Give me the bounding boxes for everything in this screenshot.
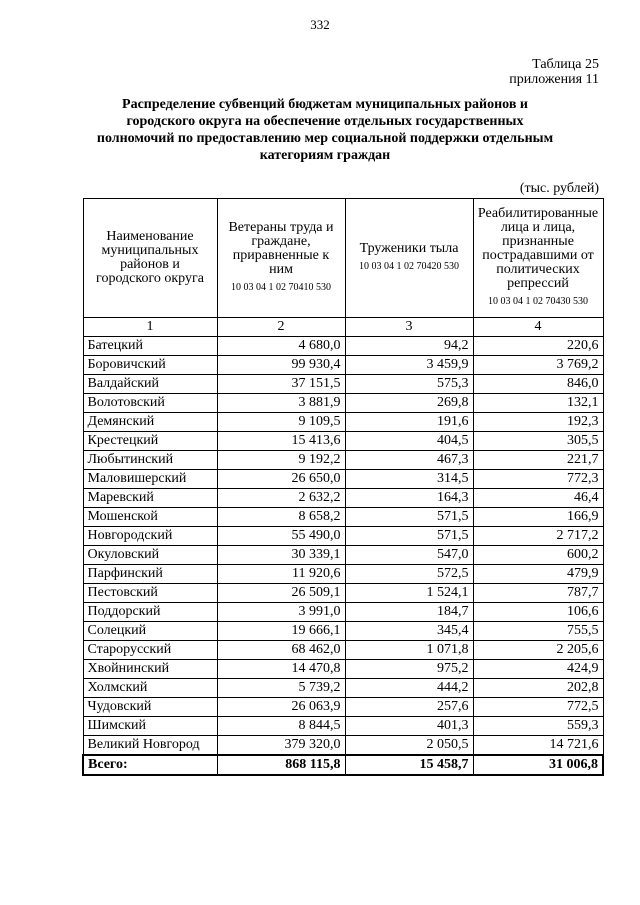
home-front-value: 547,0 [345,546,473,565]
table-row [83,698,603,717]
district-name: Великий Новгород [83,736,217,756]
rehabilitated-value: 846,0 [473,375,603,394]
district-name: Маловишерский [83,470,217,489]
veterans-value: 15 413,6 [217,432,345,451]
total-label: Всего: [83,755,217,775]
header-home-front [345,199,473,318]
home-front-value: 191,6 [345,413,473,432]
veterans-value: 55 490,0 [217,527,345,546]
district-name: Холмский [83,679,217,698]
district-name: Демянский [83,413,217,432]
district-name: Солецкий [83,622,217,641]
home-front-value: 975,2 [345,660,473,679]
home-front-value: 314,5 [345,470,473,489]
table-row [83,660,603,679]
table-row [83,603,603,622]
header-name [83,199,217,318]
veterans-value: 26 650,0 [217,470,345,489]
table-row [83,432,603,451]
home-front-value: 345,4 [345,622,473,641]
header-row [83,199,603,318]
veterans-value: 5 739,2 [217,679,345,698]
district-name: Пестовский [83,584,217,603]
document-title: Распределение субвенций бюджетам муниципальных районов и городского округа на обеспечение отдельных государственных полномочий по предоставлению мер социальной поддержки отдельным категориям граждан [96,97,554,163]
rehabilitated-value: 221,7 [473,451,603,470]
district-name: Старорусский [83,641,217,660]
veterans-value: 3 881,9 [217,394,345,413]
header-veterans [217,199,345,318]
rehabilitated-value: 305,5 [473,432,603,451]
rehabilitated-value: 600,2 [473,546,603,565]
rehabilitated-value: 166,9 [473,508,603,527]
home-front-value: 164,3 [345,489,473,508]
district-name: Новгородский [83,527,217,546]
table-row [83,622,603,641]
header-name-label: Наименование муниципальных районов и городского округа [96,229,204,286]
appendix-number: приложения 11 [509,72,599,87]
veterans-value: 379 320,0 [217,736,345,756]
home-front-value: 1 071,8 [345,641,473,660]
column-number: 3 [345,318,473,337]
veterans-value: 4 680,0 [217,337,345,356]
subsidy-table [82,198,604,776]
table-row [83,736,603,756]
district-name: Маревский [83,489,217,508]
table-row [83,489,603,508]
rehabilitated-value: 106,6 [473,603,603,622]
home-front-value: 467,3 [345,451,473,470]
table-row [83,451,603,470]
home-front-value: 444,2 [345,679,473,698]
district-name: Батецкий [83,337,217,356]
column-number-row [83,318,603,337]
rehabilitated-value: 132,1 [473,394,603,413]
district-name: Крестецкий [83,432,217,451]
rehabilitated-value: 46,4 [473,489,603,508]
home-front-value: 1 524,1 [345,584,473,603]
table-row [83,679,603,698]
table-number: Таблица 25 [532,57,599,72]
table-row [83,413,603,432]
header-veterans-label: Ветераны труда и граждане, приравненные к ним [228,220,334,277]
rehabilitated-value: 772,3 [473,470,603,489]
veterans-value: 3 991,0 [217,603,345,622]
district-name: Чудовский [83,698,217,717]
district-name: Мошенской [83,508,217,527]
rehabilitated-value: 755,5 [473,622,603,641]
veterans-value: 8 658,2 [217,508,345,527]
units-label: (тыс. рублей) [519,181,599,196]
home-front-value: 571,5 [345,527,473,546]
header-home-front-label: Труженики тыла [359,241,459,256]
district-name: Окуловский [83,546,217,565]
column-number: 1 [83,318,217,337]
district-name: Валдайский [83,375,217,394]
rehabilitated-value: 2 717,2 [473,527,603,546]
home-front-value: 571,5 [345,508,473,527]
column-number: 2 [217,318,345,337]
header-rehabilitated [473,199,603,318]
total-veterans-value: 868 115,8 [217,755,345,775]
district-name: Парфинский [83,565,217,584]
home-front-value: 257,6 [345,698,473,717]
rehabilitated-value: 424,9 [473,660,603,679]
home-front-value: 401,3 [345,717,473,736]
table-row [83,565,603,584]
total-rehabilitated-value: 31 006,8 [473,755,603,775]
rehabilitated-value: 787,7 [473,584,603,603]
table-row [83,584,603,603]
home-front-value: 575,3 [345,375,473,394]
home-front-value: 404,5 [345,432,473,451]
home-front-value: 269,8 [345,394,473,413]
table-row [83,546,603,565]
veterans-value: 26 509,1 [217,584,345,603]
home-front-value: 572,5 [345,565,473,584]
rehabilitated-value: 559,3 [473,717,603,736]
district-name: Волотовский [83,394,217,413]
rehabilitated-value: 479,9 [473,565,603,584]
veterans-value: 2 632,2 [217,489,345,508]
district-name: Шимский [83,717,217,736]
table-row [83,375,603,394]
header-rehabilitated-code: 10 03 04 1 02 70430 530 [488,296,588,307]
page-number: 332 [310,17,330,32]
veterans-value: 37 151,5 [217,375,345,394]
veterans-value: 68 462,0 [217,641,345,660]
table-row [83,470,603,489]
district-name: Хвойнинский [83,660,217,679]
table-row [83,641,603,660]
veterans-value: 8 844,5 [217,717,345,736]
header-rehabilitated-label: Реабилитированные лица и лица, признанные пострадавшими от политических репрессий [477,206,599,291]
veterans-value: 99 930,4 [217,356,345,375]
district-name: Боровичский [83,356,217,375]
veterans-value: 30 339,1 [217,546,345,565]
appendix-reference [509,57,599,87]
total-home-front-value: 15 458,7 [345,755,473,775]
veterans-value: 19 666,1 [217,622,345,641]
table-row [83,527,603,546]
total-row [83,755,603,775]
rehabilitated-value: 2 205,6 [473,641,603,660]
veterans-value: 11 920,6 [217,565,345,584]
veterans-value: 9 192,2 [217,451,345,470]
table-row [83,717,603,736]
district-name: Поддорский [83,603,217,622]
veterans-value: 14 470,8 [217,660,345,679]
rehabilitated-value: 220,6 [473,337,603,356]
table-row [83,356,603,375]
rehabilitated-value: 14 721,6 [473,736,603,756]
table-row [83,508,603,527]
table-row [83,394,603,413]
table-row [83,337,603,356]
rehabilitated-value: 192,3 [473,413,603,432]
home-front-value: 184,7 [345,603,473,622]
veterans-value: 26 063,9 [217,698,345,717]
rehabilitated-value: 772,5 [473,698,603,717]
header-home-front-code: 10 03 04 1 02 70420 530 [359,261,459,272]
rehabilitated-value: 3 769,2 [473,356,603,375]
home-front-value: 3 459,9 [345,356,473,375]
rehabilitated-value: 202,8 [473,679,603,698]
table-body [83,337,603,776]
home-front-value: 2 050,5 [345,736,473,756]
header-veterans-code: 10 03 04 1 02 70410 530 [231,282,331,293]
district-name: Любытинский [83,451,217,470]
column-number: 4 [473,318,603,337]
home-front-value: 94,2 [345,337,473,356]
veterans-value: 9 109,5 [217,413,345,432]
